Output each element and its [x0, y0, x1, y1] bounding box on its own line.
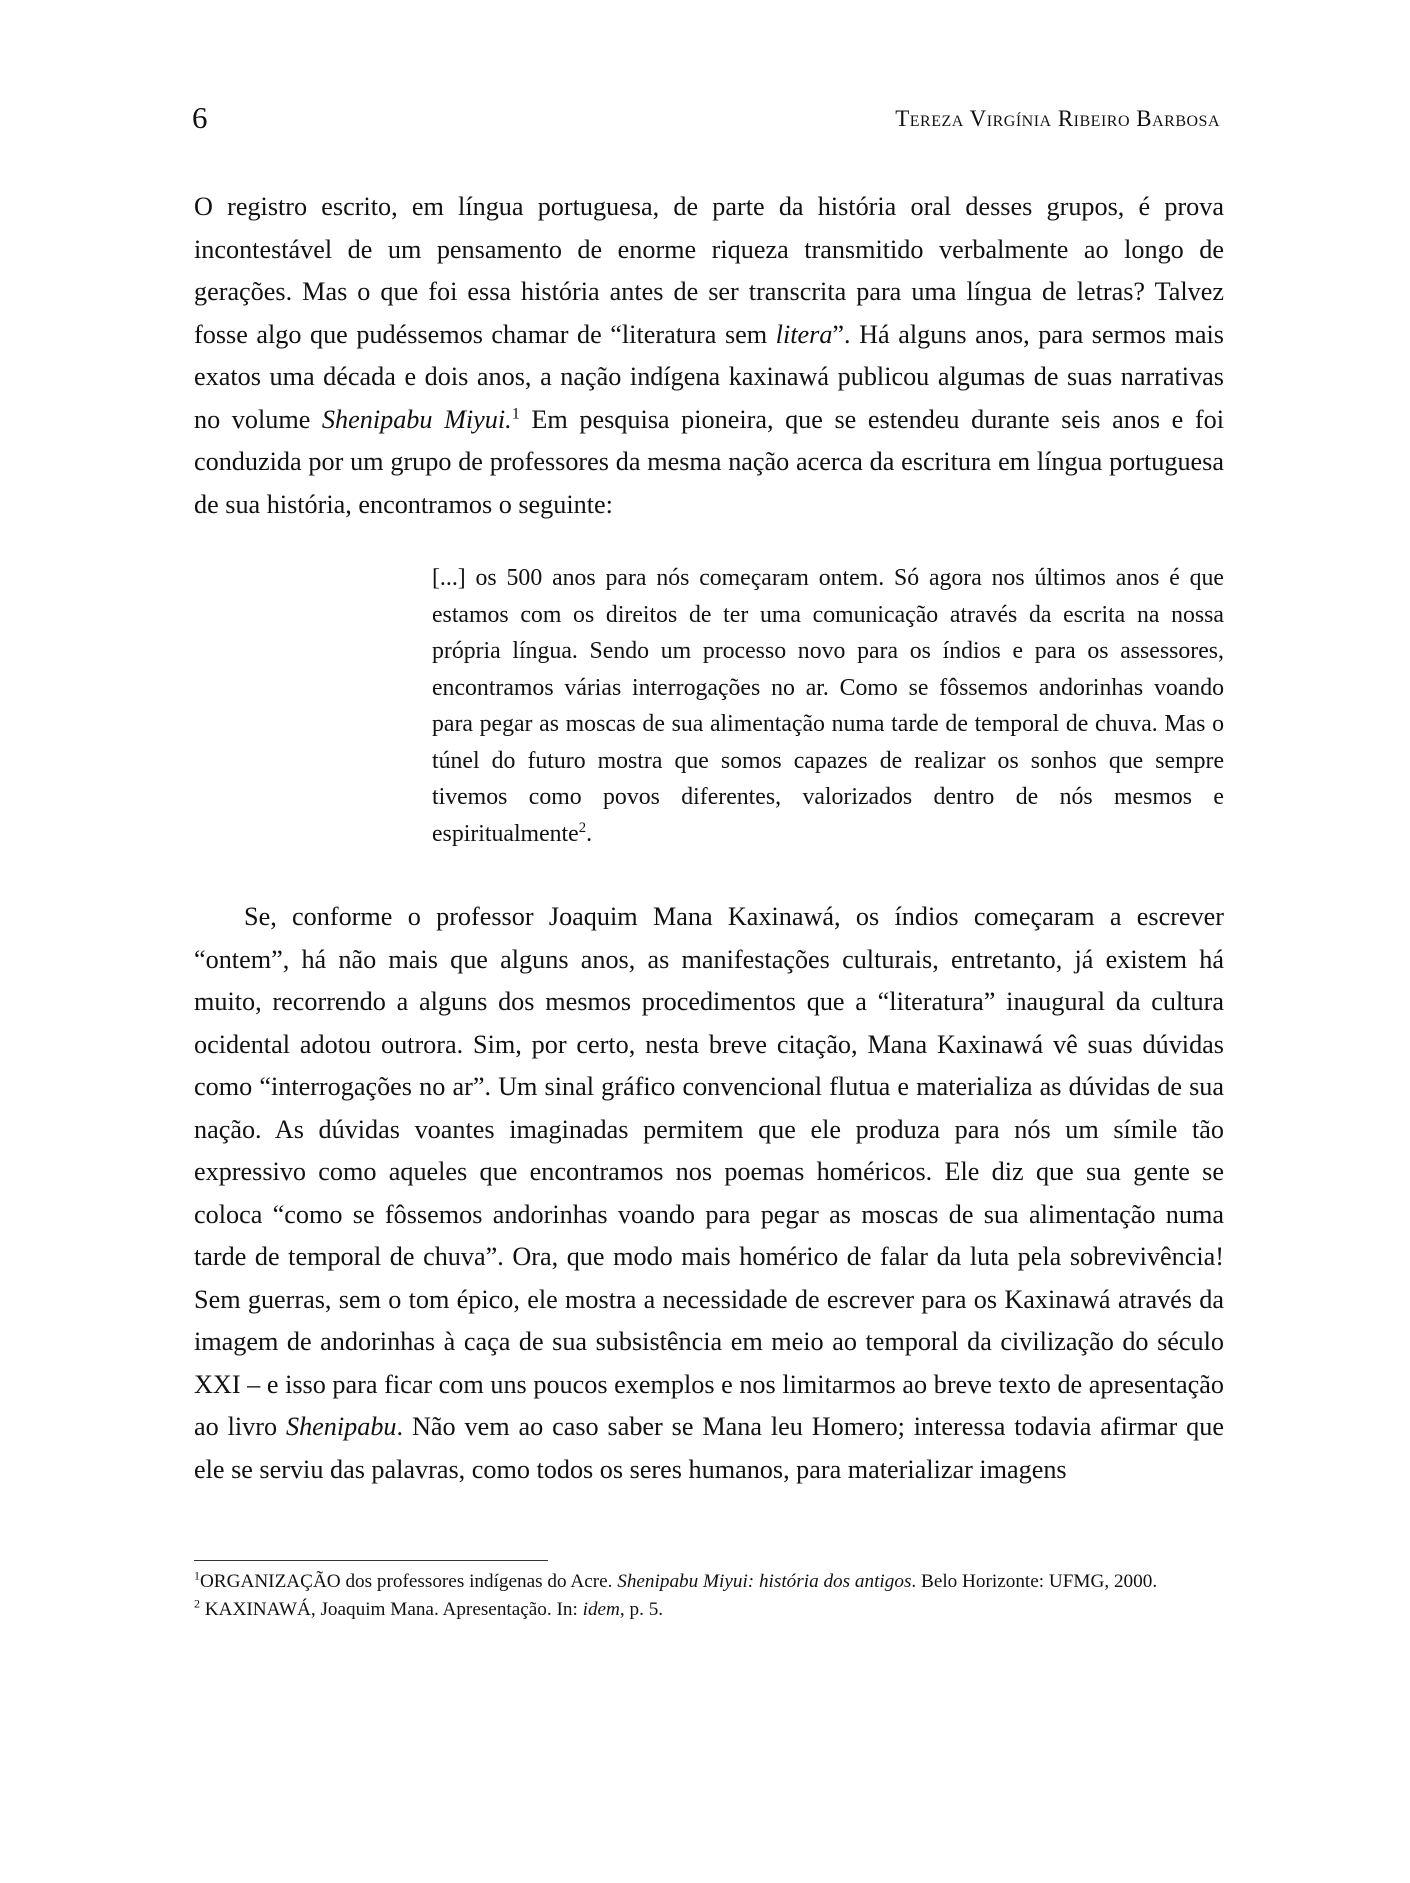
- body-paragraph-1: [194, 186, 1224, 526]
- footnote-reference: 2: [578, 819, 587, 836]
- footnote-reference: 1: [511, 403, 520, 422]
- footnote-number: 1: [194, 1568, 200, 1583]
- paragraph-italic-text: Shenipabu: [285, 1412, 397, 1441]
- paragraph-text: Se, conforme o professor Joaquim Mana Kaxinawá, os índios começaram a escrever “ontem”, há não mais que alguns anos, as manifestações culturais, entretanto, já existem há muito, recorrendo a alguns dos mesmos procedimentos que a “literatura” inaugural da cultura ocidental adotou outrora. Sim, por certo, nesta breve citação, Mana Kaxinawá vê suas dúvidas como “interrogações no ar”. Um sinal gráfico convencional flutua e materializa as dúvidas de sua nação. As dúvidas voantes imaginadas permitem que ele produza para nós um símile tão expressivo como aqueles que encontramos nos poemas homéricos. Ele diz que sua gente se coloca “como se fôssemos andorinhas voando para pegar as moscas de sua alimentação numa tarde de temporal de chuva”. Ora, que modo mais homérico de falar da luta pela sobrevivência! Sem guerras, sem o tom épico, ele mostra a necessidade de escrever para os Kaxinawá através da imagem de andorinhas à caça de sua subsistência em meio ao temporal da civilização do século XXI – e isso para ficar com uns poucos exemplos e nos limitarmos ao breve texto de apresentação ao livro: [194, 902, 1224, 1441]
- block-quote: [432, 560, 1224, 852]
- body-paragraph-2: [194, 896, 1224, 1491]
- quote-end: .: [586, 820, 593, 847]
- paragraph-text: Em pesquisa pioneira, que se estendeu durante seis anos e foi conduzida por um grupo de professores da mesma nação acerca da escritura em língua portuguesa de sua história, encontramos o seguinte:: [194, 404, 1224, 519]
- footnote-italic-text: idem: [582, 1599, 620, 1620]
- footnote-text: ORGANIZAÇÃO dos professores indígenas do Acre.: [199, 1571, 618, 1592]
- footnote-divider: [194, 1560, 548, 1561]
- footnote-text: , p. 5.: [619, 1599, 664, 1620]
- footnotes: [194, 1568, 1234, 1624]
- paragraph-italic-text: Shenipabu Miyui.: [321, 404, 512, 434]
- paragraph-text: . Não vem ao caso saber se Mana leu Homero; interessa todavia afirmar que ele se serviu das palavras, como todos os seres humanos, para materializar imagens: [194, 1412, 1224, 1484]
- running-head-author: Tereza Virgínia Ribeiro Barbosa: [895, 106, 1220, 131]
- paragraph-italic-text: litera: [775, 319, 833, 349]
- quote-text: [...] os 500 anos para nós começaram ontem. Só agora nos últimos anos é que estamos com os direitos de ter uma comunicação através da escrita na nossa própria língua. Sendo um processo novo para os índios e para os assessores, encontramos várias interrogações no ar. Como se fôssemos andorinhas voando para pegar as moscas de sua alimentação numa tarde de temporal de chuva. Mas o túnel do futuro mostra que somos capazes de realizar os sonhos que sempre tivemos como povos diferentes, valorizados dentro de nós mesmos e espiritualmente: [432, 565, 1224, 847]
- footnote-number: 2: [194, 1596, 200, 1611]
- paragraph-text: O registro escrito, em língua portuguesa, de parte da história oral desses grupos, é prova incontestável de um pensamento de enorme riqueza transmitido verbalmente ao longo de gerações. Mas o que foi essa história antes de ser transcrita para uma língua de letras? Talvez fosse algo que pudéssemos chamar de “literatura sem: [194, 192, 1224, 349]
- footnote-text: KAXINAWÁ, Joaquim Mana. Apresentação. In:: [199, 1599, 583, 1620]
- footnote-1: [194, 1568, 1234, 1596]
- paragraph-text: ”. Há alguns anos, para sermos mais exatos uma década e dois anos, a nação indígena kaxinawá publicou algumas de suas narrativas no volume: [194, 319, 1224, 434]
- footnote-2: [194, 1596, 1234, 1624]
- page-number: 6: [192, 100, 208, 135]
- footnote-text: . Belo Horizonte: UFMG, 2000.: [911, 1571, 1158, 1592]
- footnote-italic-text: Shenipabu Miyui: história dos antigos: [617, 1571, 912, 1592]
